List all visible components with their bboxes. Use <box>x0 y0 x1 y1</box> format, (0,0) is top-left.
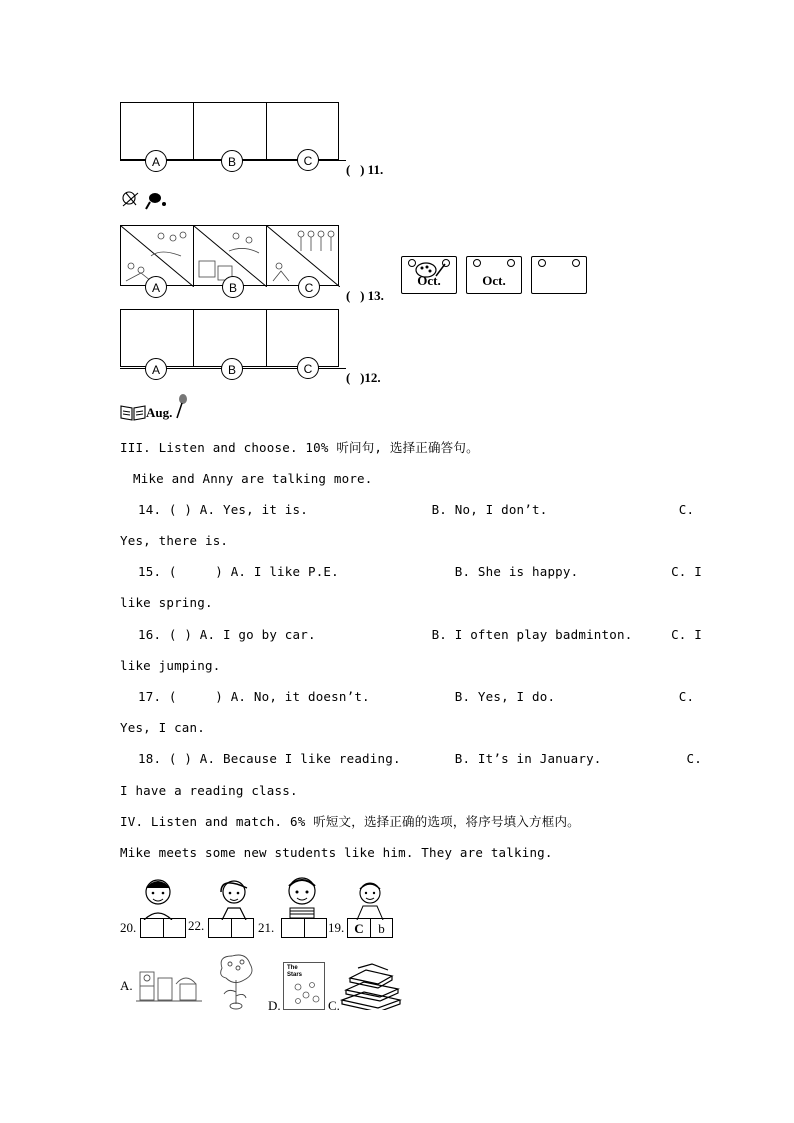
q11-option-c[interactable]: C <box>297 149 319 171</box>
q11-option-b[interactable]: B <box>221 150 243 172</box>
q18-line[interactable]: 18. ( ) A. Because I like reading. B. It’s in January. C. <box>138 751 702 766</box>
calendar-3 <box>531 256 587 294</box>
q13-answer-blank[interactable]: ( ) 13. <box>346 288 384 303</box>
q17-option-c: Yes, I can. <box>120 720 205 735</box>
q20-box-1[interactable] <box>140 918 163 938</box>
q14-line[interactable]: 14. ( ) A. Yes, it is. B. No, I don’t. C. <box>138 502 695 517</box>
book-stack-icon <box>338 962 402 1010</box>
kitchen-scene-icon <box>136 964 202 1004</box>
q20-answer-boxes[interactable] <box>140 918 186 938</box>
book-title: The Stars <box>287 965 303 978</box>
q12-option-a[interactable]: A <box>145 358 167 380</box>
q17-line[interactable]: 17. ( ) A. No, it doesn’t. B. Yes, I do. C. <box>138 689 695 704</box>
q21-label: 21. <box>258 920 275 935</box>
q19-label: 19. <box>328 920 345 935</box>
q19-answer-boxes[interactable] <box>347 918 393 938</box>
boy-face-icon <box>138 876 178 920</box>
aug-label: Aug. <box>146 405 173 420</box>
q20-label: 20. <box>120 920 137 935</box>
q12-option-c[interactable]: C <box>297 357 319 379</box>
q14-option-c: Yes, there is. <box>120 533 229 548</box>
q15-option-c: like spring. <box>120 595 213 610</box>
q12-answer-blank[interactable]: ( )12. <box>346 370 381 385</box>
boy-smiling-icon <box>352 878 388 920</box>
sports-icons <box>120 190 168 212</box>
q22-answer-boxes[interactable] <box>208 918 254 938</box>
q13-option-b[interactable]: B <box>222 276 244 298</box>
section3-intro: Mike and Anny are talking more. <box>133 471 373 486</box>
q21-answer-boxes[interactable] <box>281 918 327 938</box>
pic-label-d: D. <box>268 998 281 1013</box>
q13-option-c[interactable]: C <box>298 276 320 298</box>
stars-picture-icon <box>292 981 322 1007</box>
badminton-icon <box>123 192 138 206</box>
q16-option-c: like jumping. <box>120 658 221 673</box>
calendar-1 <box>401 256 457 294</box>
calendar-2 <box>466 256 522 294</box>
q22-box-1[interactable] <box>208 918 231 938</box>
q22-label: 22. <box>188 918 205 933</box>
q19-box-1[interactable]: C <box>347 918 370 938</box>
q22-box-2[interactable] <box>231 918 254 938</box>
q21-box-2[interactable] <box>304 918 327 938</box>
book-icon <box>120 403 146 421</box>
pic-label-c: C. <box>328 998 340 1013</box>
section3-title: III. Listen and choose. 10% 听问句, 选择正确答句。 <box>120 440 479 455</box>
q15-line[interactable]: 15. ( ) A. I like P.E. B. She is happy. C. I <box>138 564 702 579</box>
q20-box-2[interactable] <box>163 918 186 938</box>
q21-box-1[interactable] <box>281 918 304 938</box>
q13-option-a[interactable]: A <box>145 276 167 298</box>
pic-label-a: A. <box>120 978 133 993</box>
calendar-2-month: Oct. <box>482 273 506 288</box>
section4-title: IV. Listen and match. 6% 听短文，选择正确的选项，将序号填入方框内。 <box>120 814 580 829</box>
q18-option-c: I have a reading class. <box>120 783 298 798</box>
microphone-icon <box>174 394 188 420</box>
calendar-1-month: Oct. <box>417 273 441 288</box>
girl-with-headband-icon <box>282 874 322 920</box>
q16-line[interactable]: 16. ( ) A. I go by car. B. I often play badminton. C. I <box>138 627 702 642</box>
ping-pong-icon <box>146 193 166 209</box>
book-cover-picture <box>283 962 325 1010</box>
section4-intro: Mike meets some new students like him. They are talking. <box>120 845 553 860</box>
q12-option-b[interactable]: B <box>221 358 243 380</box>
tree-flower-icon <box>216 952 254 1012</box>
q11-option-a[interactable]: A <box>145 150 167 172</box>
q11-answer-blank[interactable]: ( ) 11. <box>346 162 384 177</box>
girl-face-icon <box>214 876 254 920</box>
q19-box-2[interactable]: b <box>370 918 393 938</box>
